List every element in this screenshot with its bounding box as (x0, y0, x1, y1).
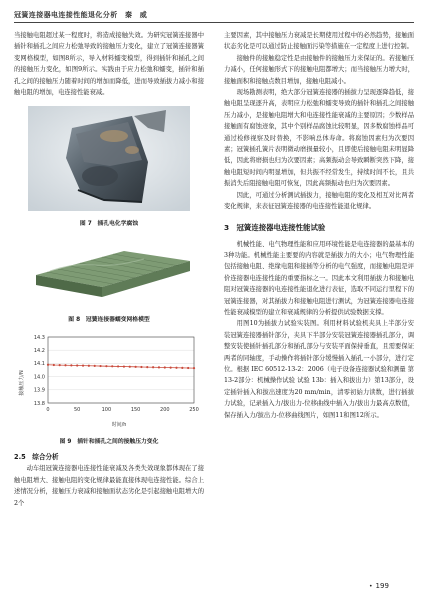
figure-8 (14, 237, 204, 323)
data-point (123, 366, 125, 368)
right-paragraph-6: 用图10为插拔力试验实装图。利用材料试验机夹具上半部分安装冠簧连接器插针部分，夹具下半部分安装冠簧连接器插孔部分，调整安装使插针插孔部分和插孔部分与安装平面保持垂直，且需要保证两者的同轴度，手动操作将插针部分缓慢插入插孔一小部分，进行定位。根据 IEC 60512-13-2：2006（电子设备连接器试验和测量 第13-2部分：机械操作试验 试验 13b：插入和拔出力）第13部分，设定插针插入和拔出速度为20 mm/min，清零初始力读数，进行插拔力试验，记录插入力/拔出力-位移曲线中插入力/拔出力最高点数值，保存插入力/拔出力-位移曲线图片，如图11和图12所示。 (224, 320, 414, 419)
x-tick-label: 50 (74, 407, 81, 414)
section-2-5-heading: 2.5 综合分析 (14, 453, 59, 462)
x-tick-label: 150 (130, 407, 141, 414)
chart-grid (48, 337, 194, 403)
page-number-value: 199 (375, 582, 389, 590)
y-tick-label: 14.3 (33, 335, 45, 342)
x-axis-label: 时间/h (111, 422, 127, 429)
y-tick-label: 14.1 (33, 361, 45, 368)
data-point (111, 366, 113, 368)
data-point (53, 364, 55, 366)
data-point (76, 365, 78, 367)
x-tick-label: 250 (189, 407, 199, 414)
x-tick-label: 100 (101, 407, 112, 414)
series-line (48, 365, 194, 368)
data-point (64, 365, 66, 367)
x-tick-label: 200 (160, 407, 170, 414)
creep-mesh-model (14, 237, 204, 307)
figure-7-caption: 图 7 插孔电化学腐蚀 (79, 221, 139, 228)
chart-plot-frame (48, 337, 194, 403)
page-number-marker: • (369, 583, 373, 590)
data-point (88, 365, 90, 367)
section-3-heading: 3 冠簧连接器电连接性能试验 (224, 222, 326, 232)
right-paragraph-3: 现场勘测表明，绝大部分冠簧连接器的插拔力呈现逐降趋低，接触电阻呈现逐升高，表明应力松弛和蠕变导致的插针和插孔之间接触压力减小，是接触电阻增大和电连接性能衰减的主要原因；少数样品接触面有腐蚀迹象，其中个别样品腐蚀比较明显，因多数腐蚀样品可通过检修视察及时替换，不影响总体寿命。将腐蚀因素归为次要因素；冠簧插孔簧片表明微动磨损量较小，且即使后接触电阻未明显降低，因此将磨损也归为次要因素；高频振动会导致瞬断突然下降，接触电阻短时间内明显增加，但共振不经常发生，持续时间不长，且共振消失后阻接触电阻可恢复，因此高频振动也归为次要因素。 (224, 89, 414, 188)
header-rule (14, 22, 414, 23)
data-point (170, 367, 172, 369)
data-point (70, 365, 72, 367)
data-point (175, 367, 177, 369)
data-point (152, 367, 154, 369)
figure-8-caption: 图 8 冠簧连接器蠕变网格模型 (68, 317, 150, 324)
y-tick-label: 13.9 (33, 388, 45, 395)
data-point (117, 366, 119, 368)
data-point (47, 364, 49, 366)
y-axis-label: 接触压力/N (19, 370, 25, 397)
left-column (14, 30, 204, 509)
x-tick-label: 0 (46, 407, 50, 414)
data-point (164, 367, 166, 369)
section-2-5-paragraph: 动车组冠簧连接器电连接性能衰减及各类失效现象都体现在了接触电阻增大、接触电阻的变化规律最能直接体现电连接性能。综合上述情况分析，接触压力衰减和接触面状态劣化是引起接触电阻增大的2个 (14, 465, 204, 507)
figure-9-caption: 图 9 插针和插孔之间的接触压力变化 (59, 439, 159, 446)
data-point (158, 367, 160, 369)
y-axis-ticks (34, 335, 45, 407)
data-point (193, 367, 195, 369)
right-paragraph-1: 主要因素，其中接触压力衰减是长期使用过程中的必然趋势，接触面状态劣化是可以通过防止接触面污染等措施在一定程度上进行控制。 (224, 32, 414, 51)
intro-paragraph: 当接触电阻超过某一程度时，将造成接触失效。为研究冠簧连接器中插针和插孔之间应力松弛导致的接触压力变化，建立了冠簧连接器簧变网格模型，如图8所示，导入材料蠕变模型，得到插针和插孔之间的接触压力变化，如图9所示。实践由于应力松弛和蠕变，插针和插孔之间的接触压力随着时间的增加而降低，进而导致插拔力减小和接触电阻的增加，电连接性能衰减。 (14, 32, 204, 97)
contact-pressure-chart (14, 331, 204, 429)
data-point (187, 367, 189, 369)
data-point (140, 366, 142, 368)
y-tick-label: 13.8 (33, 401, 45, 408)
data-point (105, 366, 107, 368)
data-point (181, 367, 183, 369)
figure-7 (14, 106, 204, 227)
data-point (99, 365, 101, 367)
chart-series (47, 364, 195, 370)
running-header: 冠簧连接器电连接性能退化分析 秦 威 (14, 11, 148, 19)
right-paragraph-5: 机械性能、电气物理性能和应用环境性能是电连接器的最基本的3种功能。机械性能主要要的内容就是插拔力的大小；电气物理性能包括接触电阻、绝缘电阻和接插等分析的电气强度，而接触电阻是评价连接器电连接性能的重要指标之一。因此本文利用插拔力和接触电阻对冠簧连接器的电连接性能退化进行表征，选取不同运行里程下的冠簧连接器，对其插拔力和接触电阻进行测试，为冠簧连接器电连接性能衰减模型的建立和衰减规律的分析提供试验数据支撑。 (224, 240, 414, 316)
right-paragraph-2: 接触件的接触稳定性是由接触件的接触压力来保证的。若接触压力减小，任何接触形式下的接触电阻都增大；而当接触压力增大时，接触面积和接触点数目增加，接触电阻减小。 (224, 54, 414, 85)
data-point (129, 366, 131, 368)
right-paragraph-4: 因此，可通过分析测试插拔力，接触电阻的变化及相互对比两者变化规律，来表征冠簧连接器的电连接性能退化规律。 (224, 191, 414, 211)
right-column (224, 30, 414, 421)
data-point (59, 364, 61, 366)
x-axis-ticks (46, 407, 198, 413)
y-tick-label: 14.2 (33, 348, 45, 355)
page-number (369, 582, 389, 590)
data-point (146, 366, 148, 368)
data-point (135, 366, 137, 368)
figure-9 (14, 331, 204, 445)
data-point (82, 365, 84, 367)
corrosion-photo (14, 106, 204, 211)
data-point (94, 365, 96, 367)
y-tick-label: 14.0 (33, 374, 45, 381)
